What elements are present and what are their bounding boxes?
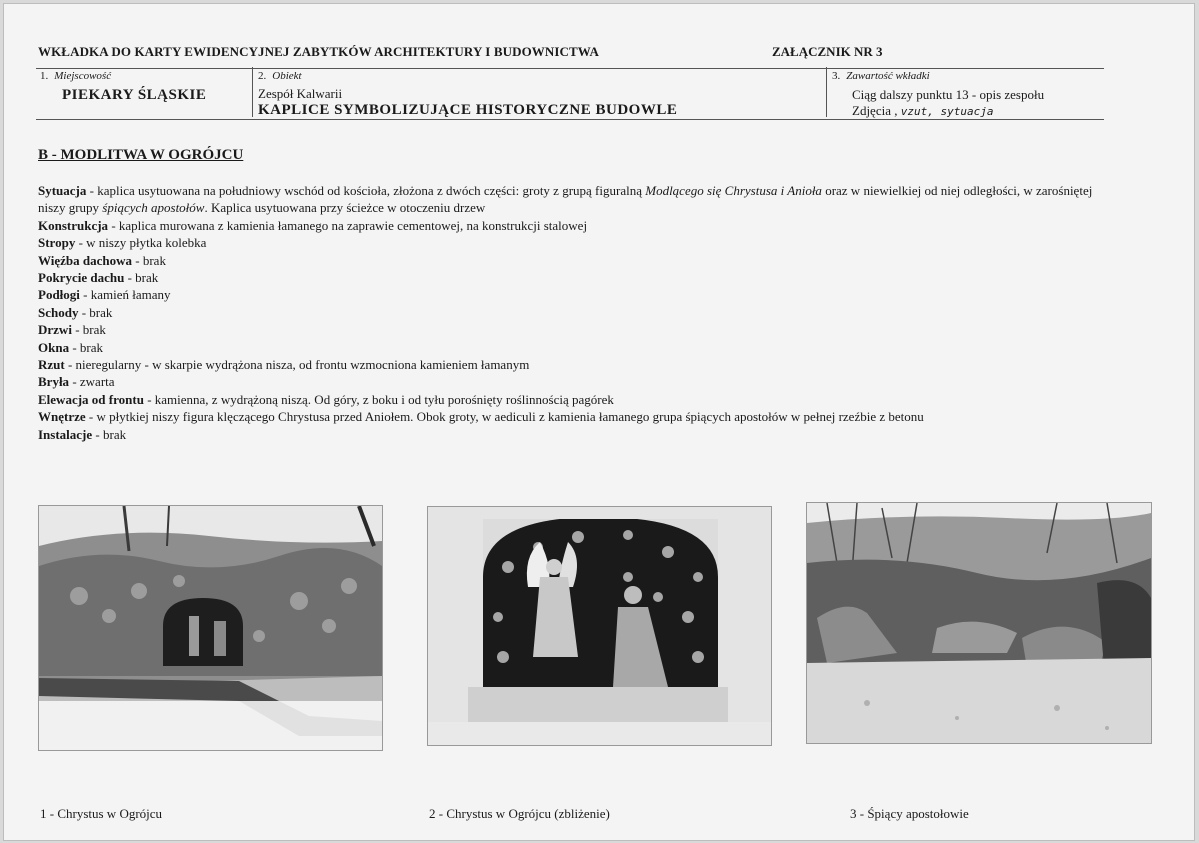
photo-3-caption: 3 - Śpiący apostołowie (850, 806, 969, 821)
photo-1-caption: 1 - Chrystus w Ogrójcu (40, 806, 163, 821)
header-rule-top (36, 68, 1104, 69)
photo-sleeping-apostles-icon (806, 502, 1152, 744)
field-object-line1: Zespół Kalwarii (258, 86, 343, 101)
desc-line: Elewacja od frontu - kamienna, z wydrążoną niszą. Od góry, z boku i od tyłu porośnięty roślinnością pagórek (38, 391, 614, 407)
field-object-line2: KAPLICE SYMBOLIZUJĄCE HISTORYCZNE BUDOWLE (258, 102, 678, 118)
handwritten-note: vzut, sytuacja (900, 105, 994, 118)
header-divider-1 (252, 67, 253, 117)
desc-line: Bryła - zwarta (38, 374, 115, 390)
desc-line: Rzut - nieregularny - w skarpie wydrążona nisza, od frontu wzmocniona kamieniem łamanym (38, 357, 530, 373)
desc-line: Okna - brak (38, 339, 104, 355)
annex-number: ZAŁĄCZNIK NR 3 (772, 44, 883, 59)
desc-line: Schody - brak (38, 304, 113, 320)
field-place-label: 1. Miejscowość (40, 70, 112, 82)
header-divider-2 (826, 67, 827, 117)
field-object-label: 2. Obiekt (258, 70, 302, 82)
field-place-value: PIEKARY ŚLĄSKIE (62, 87, 207, 103)
desc-line: Stropy - w niszy płytka kolebka (38, 235, 207, 251)
desc-line: Pokrycie dachu - brak (38, 270, 159, 286)
photo-2-caption: 2 - Chrystus w Ogrójcu (zbliżenie) (429, 806, 610, 821)
desc-line: Więźba dachowa - brak (38, 252, 166, 268)
header-rule-bottom (36, 119, 1104, 120)
desc-line: Konstrukcja - kaplica murowana z kamienia łamanego na zaprawie cementowej, na konstrukcji stalowej (38, 217, 588, 233)
desc-line: Instalacje - brak (38, 426, 127, 442)
photo-christ-and-angel-icon (427, 506, 772, 746)
desc-line: Wnętrze - w płytkiej niszy figura klęczącego Chrystusa przed Aniołem. Obok groty, w aediculi z kamienia łamanego grupa śpiących apostołów w pełnej rzeźbie z betonu (38, 409, 924, 425)
field-contents-label: 3. Zawartość wkładki (832, 70, 930, 82)
desc-line: Sytuacja - kaplica usytuowana na południowy wschód od kościoła, złożona z dwóch części: groty z grupą figuralną Modlącego się Chrystusa i Anioła oraz w niewielkiej od niej odległości, w zarośniętej niszy grupy śpiących apostołów. Kaplica usytuowana przy ścieżce w otoczeniu drzew (38, 183, 1093, 216)
desc-line: Drzwi - brak (38, 322, 106, 338)
section-title: B - MODLITWA W OGRÓJCU (38, 147, 244, 163)
description-block (38, 182, 1108, 443)
document-title: WKŁADKA DO KARTY EWIDENCYJNEJ ZABYTKÓW ARCHITEKTURY I BUDOWNICTWA (38, 44, 599, 59)
field-contents-line1: Ciąg dalszy punktu 13 - opis zespołu (852, 87, 1045, 102)
field-contents-line2: Zdjęcia , vzut, sytuacja (852, 103, 994, 118)
photo-grotto-exterior-icon (38, 505, 383, 751)
desc-line: Podłogi - kamień łamany (38, 287, 171, 303)
